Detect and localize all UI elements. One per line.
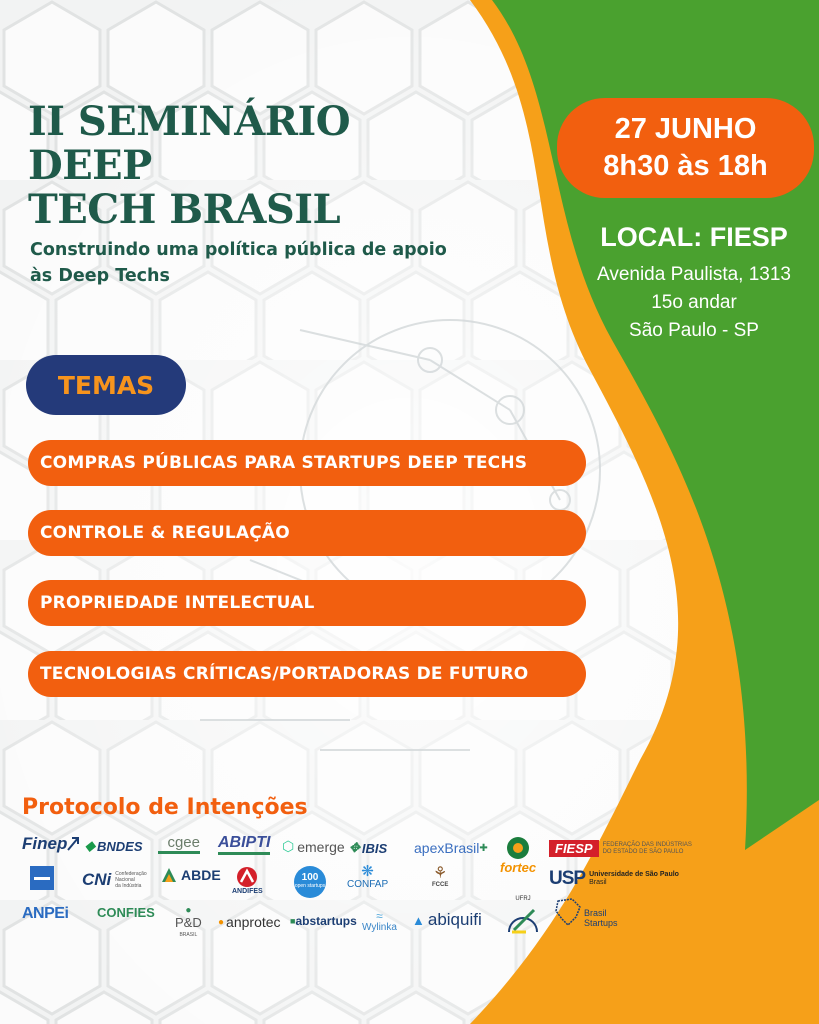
abde-logo	[160, 866, 221, 884]
confap-logo-text: CONFAP	[347, 879, 389, 890]
abstartups-logo	[290, 914, 357, 928]
abde-logo-text: ABDE	[181, 867, 221, 883]
abipti-logo	[218, 834, 270, 855]
apex-brasil-logo	[414, 840, 488, 856]
usp-logo-text: USP	[549, 868, 586, 889]
theme-item: COMPRAS PÚBLICAS PARA STARTUPS DEEP TECHS	[28, 440, 586, 486]
wylinka-logo	[362, 910, 397, 934]
ibis-mark-icon: ✥	[349, 840, 360, 855]
location-address-line-2: 15o andar	[651, 292, 737, 313]
confap-logo	[347, 864, 388, 890]
open-startups-label: open startups	[294, 883, 326, 889]
ufrj-logo-text: UFRJ	[515, 896, 531, 902]
anprotec-logo	[218, 914, 281, 930]
fiesp-description-line-2: DO ESTADO DE SÃO PAULO	[602, 848, 684, 855]
fiesp-logo-text: FIESP	[549, 840, 599, 857]
location-title: LOCAL: FIESP	[600, 222, 788, 252]
partners-heading: Protocolo de Intenções	[22, 795, 308, 820]
pd-mark-icon: ●	[185, 905, 192, 916]
cni-description	[115, 871, 146, 889]
abstartups-mark-icon: ■	[290, 916, 296, 926]
event-title-line-2: TECH BRASIL	[28, 186, 341, 233]
usp-logo	[549, 868, 679, 890]
bndes-logo-text: BNDES	[97, 838, 143, 854]
pd-logo-subtext: BRASIL	[179, 932, 198, 938]
usp-description-line-1: Universidade de São Paulo	[589, 871, 679, 878]
apex-plus-icon: ✚	[479, 842, 488, 854]
abiquifi-logo-text: abiquifi	[427, 910, 482, 929]
event-subtitle-line-2: às Deep Techs	[30, 266, 170, 286]
anpei-logo-text: ANPEi	[22, 905, 69, 922]
ibis-logo	[349, 840, 387, 856]
finep-box-icon	[30, 866, 54, 890]
ufrj-mark-icon	[506, 904, 540, 934]
theme-item: PROPRIEDADE INTELECTUAL	[28, 580, 586, 626]
wylinka-mark-icon: ≈	[376, 909, 383, 923]
theme-item: CONTROLE & REGULAÇÃO	[28, 510, 586, 556]
event-subtitle	[30, 237, 500, 289]
apex-brasil-logo-text: apexBrasil	[414, 840, 480, 856]
cni-description-line-2: Nacional	[115, 877, 135, 883]
abipti-logo-text: ABIPTI	[218, 834, 270, 855]
usp-description-line-2: Brasil	[589, 879, 607, 886]
event-title	[28, 100, 468, 232]
cni-description-line-3: da Indústria	[115, 883, 142, 889]
fcce-logo-text: FCCE	[432, 882, 449, 888]
finep-arrow-icon	[67, 837, 79, 851]
event-subtitle-line-1: Construindo uma política pública de apoio	[30, 240, 447, 260]
fortec-mark-icon	[503, 836, 533, 860]
ufrj-logo	[506, 894, 540, 934]
brasil-startups-text	[584, 908, 618, 928]
wylinka-logo-text: Wylinka	[362, 922, 397, 933]
cni-description-line-1: Confederação	[115, 871, 147, 877]
anpei-logo	[22, 905, 68, 923]
themes-heading: TEMAS	[26, 355, 186, 415]
confies-logo	[97, 905, 155, 920]
brasil-startups-line-1: Brasil	[584, 908, 607, 918]
date-badge	[557, 98, 814, 198]
fortec-logo-text: fortec	[500, 860, 537, 875]
cgee-logo-text: cgee	[158, 834, 200, 854]
pd-brasil-logo	[175, 905, 202, 941]
brasil-map-icon	[552, 897, 582, 927]
cni-logo-text: CNi	[82, 870, 112, 889]
fcce-logo	[432, 866, 448, 888]
fiesp-description	[603, 842, 692, 856]
open-startups-badge	[294, 866, 326, 898]
usp-description	[589, 871, 679, 887]
open-startups-number: 100	[301, 872, 319, 883]
abiquifi-mark-icon: ▲	[412, 912, 425, 928]
open-startups-logo	[294, 866, 326, 898]
event-time: 8h30 às 18h	[603, 150, 768, 182]
confap-mark-icon: ❋	[361, 863, 374, 880]
confies-logo-text: CONFIES	[97, 905, 155, 920]
ibis-logo-text: IBIS	[361, 840, 388, 856]
emerge-logo-text: emerge	[297, 838, 345, 855]
event-date: 27 JUNHO	[614, 113, 757, 145]
fortec-logo	[500, 836, 536, 875]
anprotec-mark-icon: ●	[218, 916, 225, 928]
fcce-crest-icon: ⚘	[433, 865, 448, 882]
brasil-startups-logo	[552, 896, 618, 928]
event-title-line-1: II SEMINÁRIO DEEP	[28, 98, 351, 189]
brasil-startups-line-2: Startups	[584, 918, 618, 928]
theme-item: TECNOLOGIAS CRÍTICAS/PORTADORAS DE FUTURO	[28, 651, 586, 697]
abstartups-logo-text: abstartups	[295, 914, 357, 928]
finep-box-logo	[30, 866, 54, 890]
fiesp-logo	[549, 840, 692, 857]
fiesp-description-line-1: FEDERAÇÃO DAS INDÚSTRIAS	[602, 841, 692, 848]
emerge-logo	[282, 838, 345, 855]
finep-logo-text: Finep	[22, 834, 68, 853]
bndes-mark-icon: ◆	[85, 838, 95, 853]
emerge-mark-icon: ⬡	[282, 838, 295, 854]
andifes-logo	[232, 866, 263, 895]
cgee-logo	[158, 834, 200, 854]
andifes-mark-icon	[232, 866, 262, 888]
andifes-logo-text: ANDIFES	[232, 888, 263, 895]
pd-logo-text: P&D	[175, 915, 202, 930]
cni-logo	[82, 870, 147, 890]
location-address-line-1: Avenida Paulista, 1313	[596, 264, 792, 285]
abiquifi-logo	[412, 910, 482, 930]
finep-logo	[22, 834, 79, 854]
anprotec-logo-text: anprotec	[226, 914, 281, 930]
bndes-logo	[85, 838, 143, 854]
abde-mark-icon	[160, 866, 178, 884]
location-address-line-3: São Paulo - SP	[629, 320, 759, 341]
